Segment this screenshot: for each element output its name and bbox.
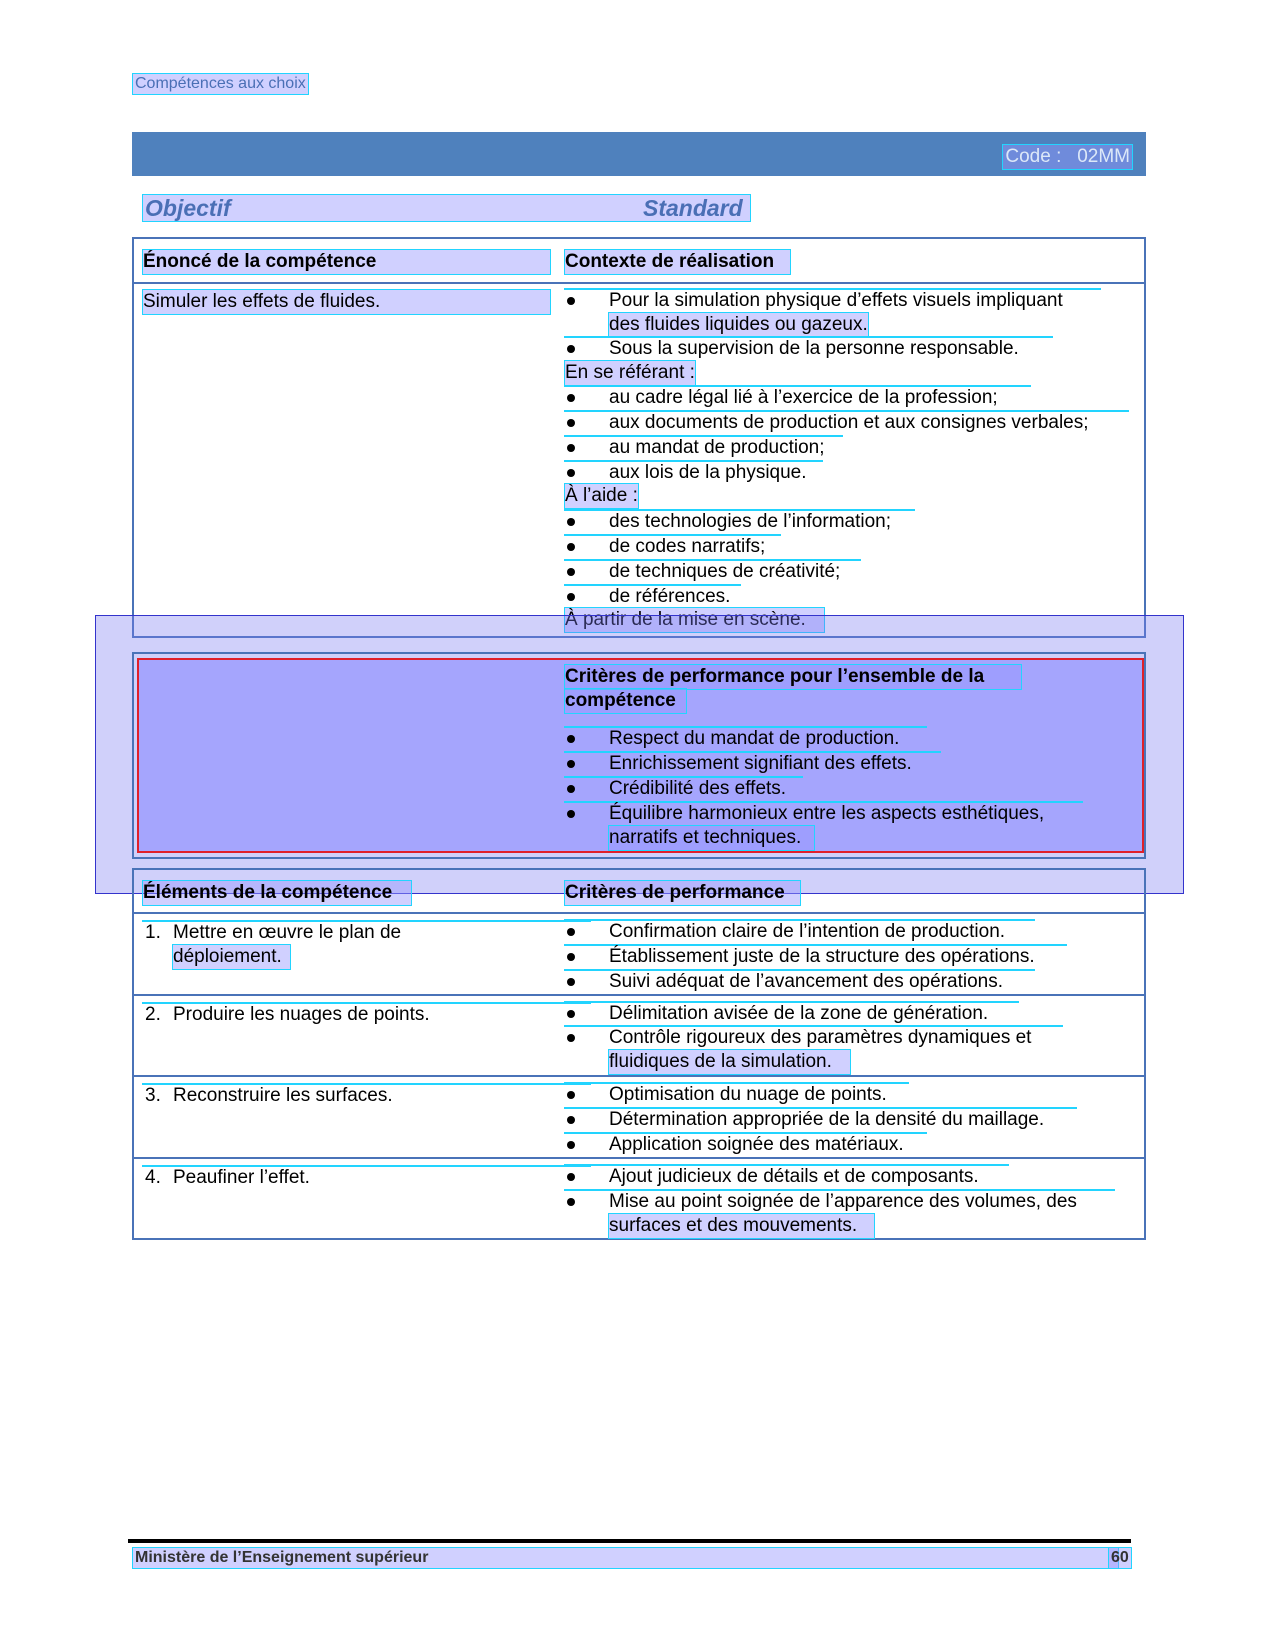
context-lead-text: À l’aide :	[565, 485, 638, 506]
context-lead-text: À partir de la mise en scène.	[565, 608, 824, 632]
criterion-text: Établissement juste de la structure des opérations.	[609, 946, 1035, 967]
context-bullet-continuation: des fluides liquides ou gazeux.	[609, 314, 868, 335]
context-bullet-text: aux lois de la physique.	[609, 462, 807, 483]
overall-criterion-continuation: narratifs et techniques.	[609, 826, 814, 850]
bullet-icon	[567, 1141, 575, 1149]
criterion-text: Ajout judicieux de détails et de composants.	[609, 1166, 979, 1187]
context-bullet-text: de références.	[609, 586, 731, 607]
bullet-icon	[567, 568, 575, 576]
overall-criteria-header-continuation: compétence	[565, 689, 686, 713]
bullet-icon	[567, 593, 575, 601]
bullet-icon	[567, 1116, 575, 1124]
bullet-icon	[567, 810, 575, 818]
bullet-icon	[567, 543, 575, 551]
overall-criterion-text: Enrichissement signifiant des effets.	[609, 753, 912, 774]
criterion-continuation: surfaces et des mouvements.	[609, 1214, 874, 1238]
bullet-icon	[567, 444, 575, 452]
element-number: 1.	[145, 922, 161, 943]
context-bullet-text: aux documents de production et aux consignes verbales;	[609, 412, 1089, 433]
competency-code: Code : 02MM	[1005, 146, 1130, 167]
bullet-icon	[567, 419, 575, 427]
bullet-icon	[567, 735, 575, 743]
bullet-icon	[567, 297, 575, 305]
bullet-icon	[567, 1198, 575, 1206]
criterion-text: Application soignée des matériaux.	[609, 1134, 904, 1155]
element-number: 2.	[145, 1004, 161, 1025]
document-header-label: Compétences aux choix	[135, 75, 306, 92]
table-header-divider	[134, 912, 1144, 914]
objective-standard-row	[143, 195, 750, 221]
element-text: Peaufiner l’effet.	[173, 1167, 310, 1188]
bullet-icon	[567, 518, 575, 526]
elements-column-header: Éléments de la compétence	[143, 881, 411, 905]
context-bullet-text: des technologies de l’information;	[609, 511, 892, 532]
bullet-icon	[567, 345, 575, 353]
row-divider	[134, 994, 1144, 996]
competency-statement: Simuler les effets de fluides.	[143, 290, 550, 314]
criterion-text: Optimisation du nuage de points.	[609, 1084, 887, 1105]
element-number: 3.	[145, 1085, 161, 1106]
criterion-text: Contrôle rigoureux des paramètres dynamiques et	[609, 1027, 1032, 1048]
bullet-icon	[567, 1034, 575, 1042]
criterion-text: Mise au point soignée de l’apparence des volumes, des	[609, 1191, 1077, 1212]
objectif-title: Objectif	[145, 195, 231, 221]
overall-criterion-text: Crédibilité des effets.	[609, 778, 787, 799]
overall-criterion-text: Respect du mandat de production.	[609, 728, 900, 749]
element-number: 4.	[145, 1167, 161, 1188]
context-bullet-text: Pour la simulation physique d’effets visuels impliquant	[609, 290, 1063, 311]
bullet-icon	[567, 760, 575, 768]
criterion-text: Détermination appropriée de la densité du maillage.	[609, 1109, 1045, 1130]
overall-criterion-text: Équilibre harmonieux entre les aspects esthétiques,	[609, 803, 1045, 824]
element-text: Produire les nuages de points.	[173, 1004, 430, 1025]
page-number: 60	[1111, 1549, 1129, 1566]
statement-column-header: Énoncé de la compétence	[143, 250, 550, 274]
overall-criteria-header: Critères de performance pour l’ensemble de la	[565, 665, 1021, 689]
footer-ministry: Ministère de l’Enseignement supérieur	[133, 1548, 1118, 1568]
criterion-text: Délimitation avisée de la zone de génération.	[609, 1003, 989, 1024]
row-divider	[134, 1075, 1144, 1077]
bullet-icon	[567, 1010, 575, 1018]
bullet-icon	[567, 469, 575, 477]
element-text: Reconstruire les surfaces.	[173, 1085, 393, 1106]
element-text: Mettre en œuvre le plan de	[173, 922, 402, 943]
context-bullet-text: au mandat de production;	[609, 437, 825, 458]
bullet-icon	[567, 785, 575, 793]
bullet-icon	[567, 928, 575, 936]
context-column-header: Contexte de réalisation	[565, 250, 790, 274]
bullet-icon	[567, 978, 575, 986]
criteria-column-header: Critères de performance	[565, 881, 800, 905]
element-item-continuation: déploiement.	[173, 945, 290, 969]
code-banner	[132, 132, 1146, 176]
bullet-icon	[567, 953, 575, 961]
context-bullet-text: de techniques de créativité;	[609, 561, 841, 582]
footer-divider	[128, 1539, 1131, 1543]
context-lead-text: En se référant :	[565, 362, 695, 383]
table-header-divider	[134, 282, 1144, 284]
standard-title: Standard	[643, 195, 743, 221]
criterion-text: Suivi adéquat de l’avancement des opérations.	[609, 971, 1003, 992]
bullet-icon	[567, 394, 575, 402]
criterion-text: Confirmation claire de l’intention de production.	[609, 921, 1006, 942]
context-bullet-text: de codes narratifs;	[609, 536, 766, 557]
context-bullet-text: au cadre légal lié à l’exercice de la profession;	[609, 387, 998, 408]
bullet-icon	[567, 1091, 575, 1099]
bullet-icon	[567, 1173, 575, 1181]
context-bullet-text: Sous la supervision de la personne responsable.	[609, 338, 1019, 359]
criterion-continuation: fluidiques de la simulation.	[609, 1050, 850, 1074]
row-divider	[134, 1157, 1144, 1159]
